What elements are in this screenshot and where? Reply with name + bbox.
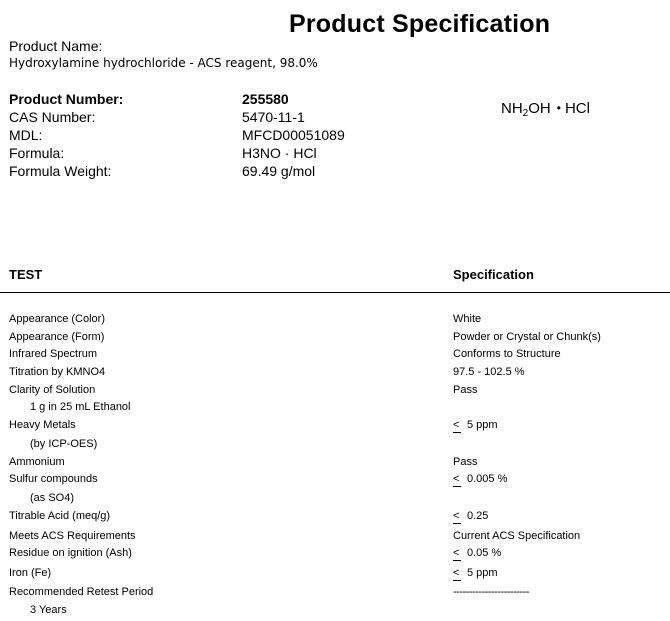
identifier-value: 255580 bbox=[242, 91, 289, 107]
specification-text: Current ACS Specification bbox=[453, 530, 581, 542]
specification-value bbox=[453, 530, 580, 542]
specification-text: White bbox=[453, 313, 482, 325]
page-title: Product Specification bbox=[289, 10, 551, 38]
formula-subscript: 2 bbox=[522, 108, 529, 119]
less-or-equal-symbol: < bbox=[453, 567, 460, 579]
specification-value bbox=[453, 586, 529, 598]
identifier-label: Product Number: bbox=[9, 91, 124, 107]
specification-text: Pass bbox=[453, 456, 478, 468]
specification-value bbox=[453, 384, 477, 396]
specification-text: 0.25 bbox=[467, 510, 489, 522]
specification-text: 0.005 % bbox=[467, 473, 508, 485]
identifier-label: Formula: bbox=[9, 145, 65, 161]
test-name: Sulfur compounds bbox=[9, 473, 98, 485]
product-name-label: Product Name: bbox=[9, 38, 103, 54]
specification-value bbox=[453, 348, 561, 360]
specification-text: Conforms to Structure bbox=[453, 348, 561, 360]
identifier-label: CAS Number: bbox=[9, 109, 96, 125]
specification-value bbox=[453, 419, 498, 431]
formula-salt: HCl bbox=[564, 100, 590, 117]
specification-value bbox=[453, 473, 507, 485]
test-column-header: TEST bbox=[9, 267, 43, 282]
less-or-equal-symbol: < bbox=[453, 473, 460, 485]
specification-text: Powder or Crystal or Chunk(s) bbox=[453, 331, 601, 343]
specification-text: Pass bbox=[453, 384, 478, 396]
identifier-value: MFCD00051089 bbox=[242, 127, 345, 143]
identifier-value: 69.49 g/mol bbox=[242, 163, 316, 179]
test-name: Titration by KMNO4 bbox=[9, 366, 106, 378]
test-name: 1 g in 25 mL Ethanol bbox=[30, 401, 131, 413]
specification-text: ------------------------ bbox=[453, 586, 529, 598]
specification-text: 5 ppm bbox=[467, 567, 498, 579]
identifier-label: MDL: bbox=[9, 127, 43, 143]
specification-value bbox=[453, 567, 498, 579]
test-name: Titrable Acid (meq/g) bbox=[9, 510, 111, 522]
test-name: Infrared Spectrum bbox=[9, 348, 98, 360]
specification-value bbox=[453, 366, 525, 378]
specification-value bbox=[453, 510, 488, 522]
test-name: (by ICP-OES) bbox=[30, 438, 98, 450]
identifier-label: Formula Weight: bbox=[9, 163, 112, 179]
specification-text: 0.05 % bbox=[467, 547, 502, 559]
identifier-value: 5470-11-1 bbox=[242, 109, 305, 125]
specification-text: 97.5 - 102.5 % bbox=[453, 366, 525, 378]
chemical-structure-formula bbox=[501, 100, 590, 119]
less-or-equal-symbol: < bbox=[453, 547, 460, 559]
test-name: Ammonium bbox=[9, 456, 65, 468]
identifier-value: H3NO · HCl bbox=[242, 145, 317, 161]
test-name: Clarity of Solution bbox=[9, 384, 96, 396]
specification-value bbox=[453, 331, 601, 343]
specification-value bbox=[453, 547, 501, 559]
test-name: Appearance (Form) bbox=[9, 331, 105, 343]
specification-text: 5 ppm bbox=[467, 419, 498, 431]
formula-rest: OH bbox=[528, 100, 551, 117]
test-name: Heavy Metals bbox=[9, 419, 76, 431]
product-name-value: Hydroxylamine hydrochloride - ACS reagent, 98.0% bbox=[9, 56, 318, 70]
test-name: Appearance (Color) bbox=[9, 313, 105, 325]
specification-value bbox=[453, 313, 481, 325]
test-name: Residue on ignition (Ash) bbox=[9, 547, 132, 559]
formula-main: NH bbox=[501, 100, 523, 117]
test-name: Iron (Fe) bbox=[9, 567, 52, 579]
less-or-equal-symbol: < bbox=[453, 419, 460, 431]
test-name: 3 Years bbox=[30, 604, 67, 616]
test-name: (as SO4) bbox=[30, 492, 75, 504]
test-name: Meets ACS Requirements bbox=[9, 530, 136, 542]
specification-column-header: Specification bbox=[453, 267, 534, 282]
test-name: Recommended Retest Period bbox=[9, 586, 154, 598]
less-or-equal-symbol: < bbox=[453, 510, 460, 522]
formula-dot: • bbox=[556, 101, 561, 115]
specification-value bbox=[453, 456, 477, 468]
header-divider bbox=[0, 292, 670, 293]
